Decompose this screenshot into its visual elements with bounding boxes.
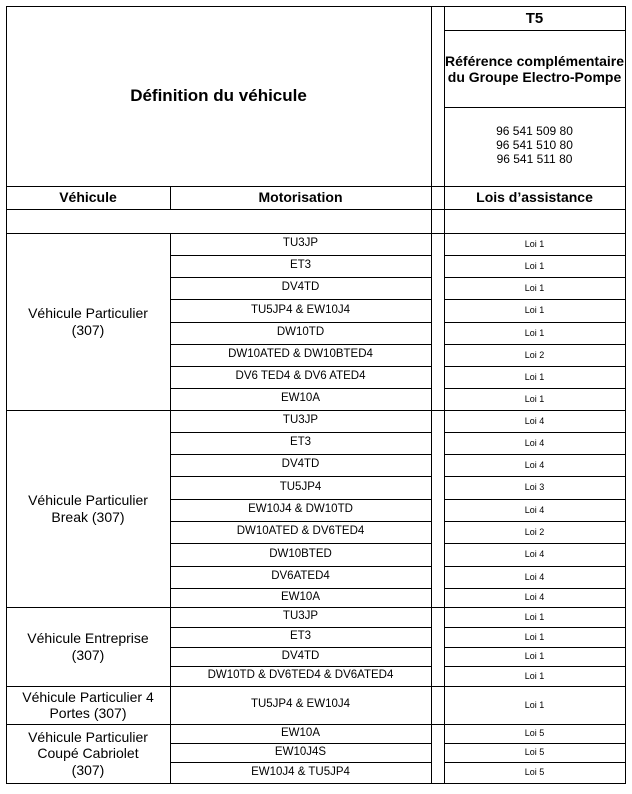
motorisation-cell: TU5JP4 (279, 480, 322, 493)
vehicle-group-label: Véhicule Particulier (307) (28, 305, 148, 338)
loi-cell: Loi 4 (524, 549, 545, 560)
loi-cell: Loi 5 (524, 728, 545, 739)
loi-cell: Loi 1 (524, 371, 545, 382)
motorisation-cell: DV4TD (281, 458, 320, 471)
loi-cell: Loi 1 (524, 651, 545, 662)
loi-cell: Loi 2 (524, 349, 545, 360)
loi-cell: Loi 4 (524, 504, 545, 515)
motorisation-cell: TU5JP4 & EW10J4 (250, 303, 351, 316)
loi-cell: Loi 4 (524, 415, 545, 426)
loi-cell: Loi 4 (524, 571, 545, 582)
loi-cell: Loi 1 (524, 238, 545, 249)
motorisation-cell: DV6ATED4 (271, 570, 330, 583)
loi-cell: Loi 1 (524, 611, 545, 622)
reference-numbers: 96 541 509 80 96 541 510 80 96 541 511 80 (496, 123, 573, 167)
loi-cell: Loi 1 (524, 327, 545, 338)
motorisation-cell: EW10A (281, 726, 320, 739)
motorisation-cell: TU3JP (282, 610, 319, 623)
vehicle-group-label: Véhicule Particulier Break (307) (28, 492, 148, 525)
vehicle-group-label: Véhicule Entreprise (307) (27, 630, 149, 663)
motorisation-cell: DW10ATED & DW10BTED4 (228, 348, 373, 361)
definition-title: Définition du véhicule (130, 86, 307, 106)
motorisation-cell: TU3JP (282, 237, 319, 250)
reference-label: Référence complémentaire du Groupe Electro-Pompe (445, 52, 624, 85)
loi-cell: Loi 2 (524, 526, 545, 537)
column-header-vehicule: Véhicule (59, 189, 117, 206)
motorisation-cell: DW10TD & DV6TED4 & DV6ATED4 (207, 669, 394, 682)
motorisation-cell: TU3JP (282, 414, 319, 427)
motorisation-cell: EW10J4S (274, 745, 327, 758)
grid-line (6, 209, 625, 210)
motorisation-cell: DW10BTED (269, 547, 332, 560)
motorisation-cell: ET3 (289, 436, 312, 449)
loi-cell: Loi 4 (524, 459, 545, 470)
group-divider (6, 783, 625, 784)
motorisation-cell: DW10ATED & DV6TED4 (236, 525, 365, 538)
loi-cell: Loi 1 (524, 670, 545, 681)
separator-left (431, 6, 432, 784)
motorisation-cell: TU5JP4 & EW10J4 (250, 698, 351, 711)
motorisation-cell: DW10TD (276, 326, 325, 339)
vehicle-group-label: Véhicule Particulier Coupé Cabriolet (307) (28, 728, 148, 778)
t5-label: T5 (525, 10, 544, 28)
loi-cell: Loi 3 (524, 482, 545, 493)
motorisation-cell: ET3 (289, 259, 312, 272)
vehicle-group-label: Véhicule Particulier 4 Portes (307) (22, 688, 154, 721)
loi-cell: Loi 5 (524, 767, 545, 778)
motorisation-cell: ET3 (289, 630, 312, 643)
loi-cell: Loi 1 (524, 260, 545, 271)
loi-cell: Loi 1 (524, 393, 545, 404)
motorisation-cell: DV4TD (281, 281, 320, 294)
loi-cell: Loi 1 (524, 699, 545, 710)
loi-cell: Loi 5 (524, 747, 545, 758)
motorisation-cell: EW10A (281, 392, 320, 405)
loi-cell: Loi 1 (524, 282, 545, 293)
motorisation-cell: DV6 TED4 & DV6 ATED4 (235, 370, 366, 383)
motorisation-cell: DV4TD (281, 649, 320, 662)
grid-line (444, 107, 625, 108)
loi-cell: Loi 1 (524, 305, 545, 316)
loi-cell: Loi 1 (524, 631, 545, 642)
column-header-motorisation: Motorisation (258, 189, 343, 206)
motorisation-cell: EW10A (281, 590, 320, 603)
motorisation-cell: EW10J4 & DW10TD (248, 503, 353, 516)
loi-cell: Loi 4 (524, 592, 545, 603)
frame-right (625, 6, 626, 784)
column-header-lois: Lois d’assistance (476, 189, 593, 206)
loi-cell: Loi 4 (524, 437, 545, 448)
motorisation-cell: EW10J4 & TU5JP4 (251, 765, 350, 778)
